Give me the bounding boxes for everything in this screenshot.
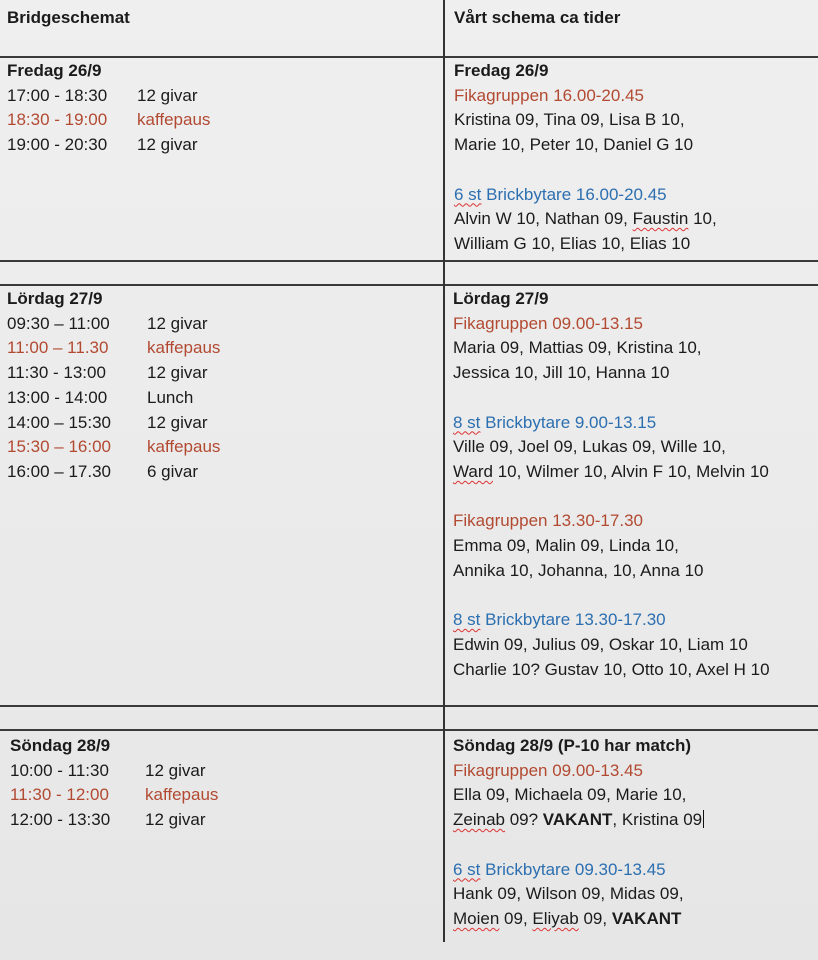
schedule-row xyxy=(10,808,218,833)
time: 12:00 - 13:30 xyxy=(10,810,111,830)
name-flagged: Faustin xyxy=(632,209,689,229)
time: 11:00 – 11.30 xyxy=(7,338,109,358)
brick-title-text: Brickbytare 16.00-20.45 xyxy=(481,184,667,204)
names-line: Emma 09, Malin 09, Linda 10, xyxy=(453,536,679,555)
schedule-row-break xyxy=(7,108,210,133)
activity: 12 givar xyxy=(147,313,208,333)
fika-group-title: Fikagruppen 09.00-13.45 xyxy=(453,760,643,780)
divider xyxy=(0,729,818,731)
activity: 12 givar xyxy=(145,810,206,830)
names-line: Hank 09, Wilson 09, Midas 09, xyxy=(453,884,684,904)
day-title: Söndag 28/9 (P-10 har match) xyxy=(453,736,692,755)
fika-group-title: Fikagruppen 13.30-17.30 xyxy=(453,511,643,531)
names-line: Jessica 10, Jill 10, Hanna 10 xyxy=(453,363,670,383)
brick-group-title xyxy=(453,411,770,436)
divider xyxy=(0,260,818,262)
day-title: Fredag 26/9 xyxy=(454,61,549,80)
time: 18:30 - 19:00 xyxy=(7,110,108,130)
time: 11:30 - 13:00 xyxy=(7,363,106,383)
names-text: Alvin W 10, Nathan 09, xyxy=(454,209,633,229)
schedule-row xyxy=(7,460,220,485)
names-line xyxy=(453,808,704,833)
brick-group-title xyxy=(454,183,717,208)
day-title: Lördag 27/9 xyxy=(453,289,549,308)
time: 11:30 - 12:00 xyxy=(10,785,109,805)
brick-group-title xyxy=(453,608,770,633)
activity: 12 givar xyxy=(147,412,208,432)
time: 14:00 – 15:30 xyxy=(7,412,111,432)
activity: 12 givar xyxy=(137,85,198,105)
fika-group-title: Fikagruppen 09.00-13.15 xyxy=(453,313,643,333)
day-title: Lördag 27/9 xyxy=(7,289,103,308)
count: 6 st xyxy=(454,184,482,204)
right-saturday-block xyxy=(453,287,770,682)
count: 8 st xyxy=(453,412,481,432)
time: 09:30 – 11:00 xyxy=(7,313,110,333)
names-line: Marie 10, Peter 10, Daniel G 10 xyxy=(454,135,694,155)
day-title: Söndag 28/9 xyxy=(10,736,111,755)
schedule-row xyxy=(7,411,220,436)
names-line: Ville 09, Joel 09, Lukas 09, Wille 10, xyxy=(453,437,726,457)
count: 6 st xyxy=(453,859,481,879)
activity: kaffepaus xyxy=(145,785,219,805)
activity: kaffepaus xyxy=(147,338,221,358)
activity: 12 givar xyxy=(145,760,206,780)
activity: 6 givar xyxy=(147,461,199,481)
schedule-row xyxy=(7,84,210,109)
schedule-row xyxy=(7,312,220,337)
column-divider xyxy=(443,0,445,942)
schedule-row-break xyxy=(7,336,220,361)
brick-title-text: Brickbytare 9.00-13.15 xyxy=(480,412,657,432)
time: 17:00 - 18:30 xyxy=(7,85,108,105)
day-title: Fredag 26/9 xyxy=(7,61,102,80)
names-text: 09? xyxy=(504,810,543,830)
names-line: Edwin 09, Julius 09, Oskar 10, Liam 10 xyxy=(453,634,748,654)
names-line: Ella 09, Michaela 09, Marie 10, xyxy=(453,785,687,805)
schedule-row xyxy=(7,386,220,411)
names-line xyxy=(453,460,770,485)
name-flagged: Ward xyxy=(453,461,493,481)
activity: 12 givar xyxy=(147,363,208,383)
names-line: Annika 10, Johanna, 10, Anna 10 xyxy=(453,560,704,580)
schedule-row xyxy=(10,759,218,784)
brick-title-text: Brickbytare 13.30-17.30 xyxy=(480,610,666,630)
left-saturday-block xyxy=(7,287,220,485)
divider xyxy=(0,705,818,707)
right-friday-block xyxy=(454,59,717,257)
schedule-row xyxy=(7,361,220,386)
time: 19:00 - 20:30 xyxy=(7,135,108,155)
right-sunday-block xyxy=(453,734,704,932)
text-cursor xyxy=(703,810,704,828)
name-flagged: Zeinab xyxy=(453,810,505,830)
divider xyxy=(0,56,818,58)
activity: 12 givar xyxy=(137,135,198,155)
name-flagged: Eliyab xyxy=(532,908,579,928)
names-line: Kristina 09, Tina 09, Lisa B 10, xyxy=(454,110,685,130)
time: 13:00 - 14:00 xyxy=(7,387,108,407)
names-line xyxy=(453,907,704,932)
time: 10:00 - 11:30 xyxy=(10,760,109,780)
names-line: Charlie 10? Gustav 10, Otto 10, Axel H 10 xyxy=(453,659,770,679)
names-text: 09, xyxy=(578,908,612,928)
vacant-label: VAKANT xyxy=(611,908,682,928)
schedule-row xyxy=(7,133,210,158)
names-line: Maria 09, Mattias 09, Kristina 10, xyxy=(453,338,702,358)
names-line: William G 10, Elias 10, Elias 10 xyxy=(454,233,691,253)
schedule-row-break xyxy=(7,435,220,460)
activity: Lunch xyxy=(147,387,194,407)
time: 15:30 – 16:00 xyxy=(7,437,111,457)
activity: kaffepaus xyxy=(147,437,221,457)
names-text: 10, Wilmer 10, Alvin F 10, Melvin 10 xyxy=(493,461,769,481)
time: 16:00 – 17.30 xyxy=(7,461,111,481)
fika-group-title: Fikagruppen 16.00-20.45 xyxy=(454,85,644,105)
left-sunday-block xyxy=(10,734,218,833)
names-text: 10, xyxy=(688,209,717,229)
vacant-label: VAKANT xyxy=(542,810,613,830)
name-flagged: Moien xyxy=(453,908,500,928)
names-line xyxy=(454,207,717,232)
brick-group-title xyxy=(453,858,704,883)
divider xyxy=(0,284,818,286)
brick-title-text: Brickbytare 09.30-13.45 xyxy=(480,859,666,879)
activity: kaffepaus xyxy=(137,110,211,130)
names-text: , Kristina 09 xyxy=(612,810,703,830)
count: 8 st xyxy=(453,610,481,630)
left-column-header: Bridgeschemat xyxy=(7,8,130,27)
right-column-header: Vårt schema ca tider xyxy=(454,8,621,27)
schedule-row-break xyxy=(10,783,218,808)
left-friday-block xyxy=(7,59,210,158)
names-text: 09, xyxy=(499,908,533,928)
